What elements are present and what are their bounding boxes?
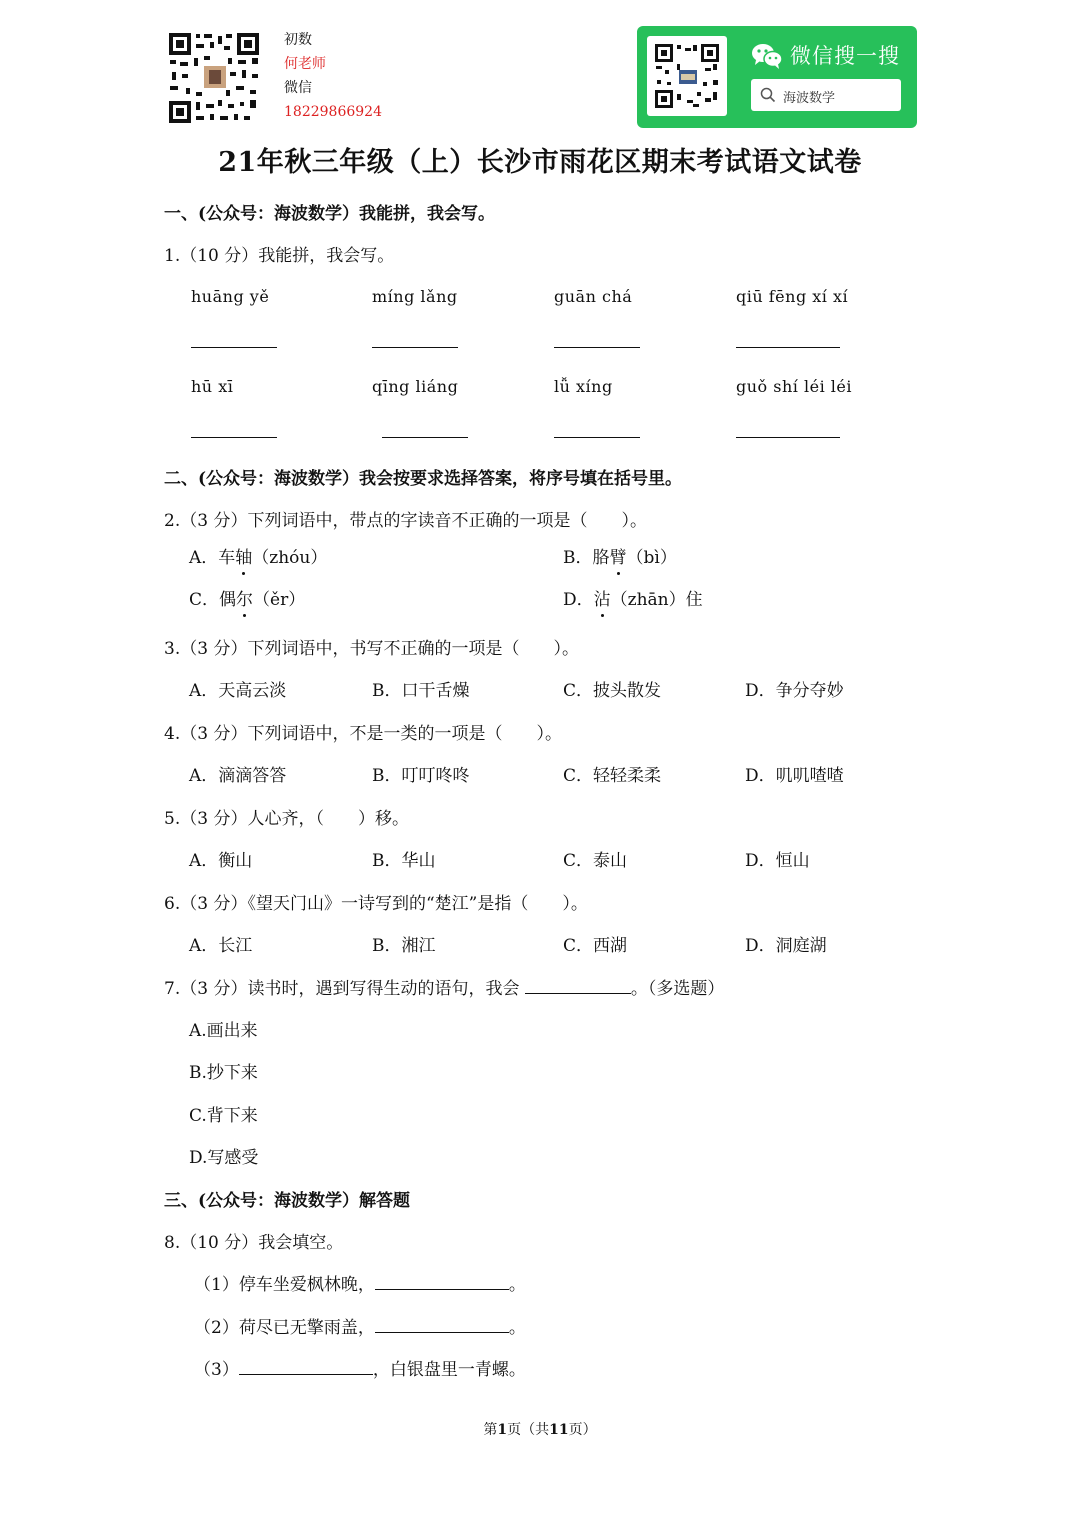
question-2-stem: 2.（3 分）下列词语中，带点的字读音不正确的一项是（ ）。 — [164, 511, 647, 531]
question-5-option-d[interactable]: D．恒山 — [745, 851, 810, 871]
question-7-option-c[interactable]: C.背下来 — [189, 1106, 258, 1126]
question-8-stem: 8.（10 分）我会填空。 — [164, 1233, 344, 1253]
question-7-option-d[interactable]: D.写感受 — [189, 1148, 259, 1168]
question-6-option-c[interactable]: C．西湖 — [563, 936, 628, 956]
answer-blank-2[interactable] — [372, 347, 458, 348]
wechat-qr-code — [647, 36, 727, 116]
answer-blank-1[interactable] — [191, 347, 277, 348]
pinyin-2: míng lǎng — [372, 287, 458, 306]
question-4-option-d[interactable]: D．叽叽喳喳 — [745, 766, 844, 786]
answer-blank-3[interactable] — [554, 347, 640, 348]
answer-blank-5[interactable] — [191, 437, 277, 438]
wechat-search-title: 微信搜一搜 — [790, 44, 900, 68]
page-total: 11 — [549, 1422, 569, 1438]
search-icon — [760, 87, 776, 103]
paper-title: 21年秋三年级（上）长沙市雨花区期末考试语文试卷 — [218, 147, 862, 178]
question-1-stem: 1.（10 分）我能拼，我会写。 — [164, 246, 395, 266]
question-4-stem: 4.（3 分）下列词语中，不是一类的一项是（ ）。 — [164, 724, 562, 744]
section-2-heading: 二、(公众号：海波数学）我会按要求选择答案，将序号填在括号里。 — [164, 469, 683, 489]
question-8-item-1: （1）停车坐爱枫林晚， 。 — [194, 1270, 526, 1295]
dotted-char: 臂 — [610, 543, 627, 568]
section-1-heading: 一、(公众号：海波数学）我能拼，我会写。 — [164, 204, 496, 224]
question-4-option-a[interactable]: A．滴滴答答 — [189, 766, 287, 786]
pinyin-3: guān chá — [554, 287, 633, 306]
question-8-item-3: （3） ，白银盘里一青螺。 — [194, 1355, 526, 1380]
answer-blank-7[interactable] — [554, 437, 640, 438]
question-3-stem: 3.（3 分）下列词语中，书写不正确的一项是（ ）。 — [164, 639, 579, 659]
page-number: 1 — [497, 1422, 508, 1438]
question-5-option-b[interactable]: B．华山 — [372, 851, 436, 871]
pinyin-6: qīng liáng — [372, 377, 459, 396]
question-3-option-d[interactable]: D．争分夺妙 — [745, 681, 844, 701]
question-8-item-2: （2）荷尽已无擎雨盖， 。 — [194, 1313, 526, 1338]
contact-line-phone: 18229866924 — [284, 104, 382, 120]
answer-blank-8[interactable] — [736, 437, 840, 438]
answer-blank-6[interactable] — [382, 437, 468, 438]
question-8-blank-3[interactable] — [239, 1357, 373, 1375]
pinyin-4: qiū fēng xí xí — [736, 287, 849, 306]
wechat-search-card — [637, 26, 917, 128]
question-3-option-b[interactable]: B．口干舌燥 — [372, 681, 470, 701]
question-6-option-b[interactable]: B．湘江 — [372, 936, 436, 956]
contact-line-teacher: 何老师 — [284, 56, 326, 72]
question-6-option-d[interactable]: D．洞庭湖 — [745, 936, 827, 956]
dotted-char: 沾 — [594, 585, 611, 610]
wechat-logo-icon — [751, 42, 783, 74]
page-footer: 第1页（共11页） — [483, 1422, 597, 1438]
question-3-option-a[interactable]: A．天高云淡 — [189, 681, 287, 701]
pinyin-1: huāng yě — [191, 287, 270, 306]
question-4-option-b[interactable]: B．叮叮咚咚 — [372, 766, 470, 786]
dotted-char: 轴 — [235, 543, 252, 568]
contact-info — [284, 28, 382, 124]
question-5-stem: 5.（3 分）人心齐，（ ）移。 — [164, 809, 409, 829]
section-3-heading: 三、(公众号：海波数学）解答题 — [164, 1191, 411, 1211]
question-7-option-b[interactable]: B.抄下来 — [189, 1063, 258, 1083]
question-7-stem: 7.（3 分）读书时，遇到写得生动的语句，我会 。（多选题） — [164, 974, 724, 999]
contact-line-wechat: 微信 — [284, 80, 312, 96]
pinyin-8: guǒ shí léi léi — [736, 377, 852, 396]
question-5-option-c[interactable]: C．泰山 — [563, 851, 628, 871]
question-3-option-c[interactable]: C．披头散发 — [563, 681, 662, 701]
answer-blank-4[interactable] — [736, 347, 840, 348]
question-2-option-a[interactable]: A．车轴（zhóu） — [189, 543, 327, 568]
question-4-option-c[interactable]: C．轻轻柔柔 — [563, 766, 662, 786]
question-8-blank-2[interactable] — [375, 1315, 509, 1333]
question-2-option-c[interactable]: C．偶尔（ěr） — [189, 585, 305, 610]
question-7-option-a[interactable]: A.画出来 — [189, 1021, 258, 1041]
question-8-blank-1[interactable] — [375, 1272, 509, 1290]
pinyin-5: hū xī — [191, 377, 234, 396]
dotted-char: 尔 — [236, 585, 253, 610]
wechat-search-query: 海波数学 — [783, 91, 836, 106]
question-2-option-b[interactable]: B．胳臂（bì） — [563, 543, 677, 568]
contact-qr-code — [166, 30, 262, 126]
pinyin-7: lǚ xíng — [554, 377, 613, 396]
question-2-option-d[interactable]: D．沾（zhān）住 — [563, 585, 703, 610]
question-6-option-a[interactable]: A．长江 — [189, 936, 253, 956]
question-6-stem: 6.（3 分）《望天门山》一诗写到的“楚江”是指（ ）。 — [164, 894, 588, 914]
wechat-search-box[interactable] — [751, 79, 901, 111]
contact-line-subject: 初数 — [284, 32, 312, 48]
question-5-option-a[interactable]: A．衡山 — [189, 851, 253, 871]
question-7-blank[interactable] — [525, 976, 631, 994]
